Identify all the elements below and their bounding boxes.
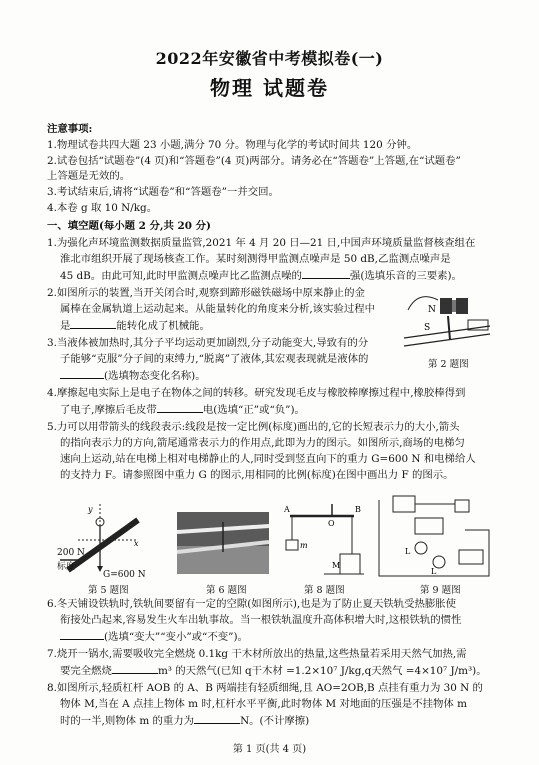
- answer-blank-q8[interactable]: [194, 713, 240, 724]
- answer-blank-q7[interactable]: [112, 663, 158, 674]
- figure-5-caption: 第 5 题图: [88, 585, 129, 596]
- figure-9-diagram: [375, 490, 495, 580]
- q6-line-2: 衔接处凸起来,容易发生火车出轨事故。当一根铁轨温度升高体积增大时,这根铁轨的惯性: [60, 614, 462, 626]
- section-heading: 一、填空题(每小题 2 分,共 20 分): [47, 220, 211, 232]
- answer-blank-q2[interactable]: [70, 318, 116, 329]
- q6-line-1: 6.冬天铺设铁轨时,铁轨间要留有一定的空隙(如图所示),也是为了防止夏天铁轨受热膨胀使: [47, 598, 457, 610]
- q4-line-2: 了电子,摩擦后毛皮带 电(选填“正”或“负”)。: [60, 404, 305, 416]
- q6-line-3: (选填“变大”“变小”或“不变”)。: [60, 629, 248, 644]
- fig5-scale-label: 标度: [57, 562, 76, 572]
- switch-icon: [459, 550, 483, 564]
- battery-icon: [393, 496, 415, 512]
- q1-line-2: 淮北市组织开展了现场核查工作。某时刻测得甲监测点噪声是 50 dB,乙监测点噪声是: [60, 253, 451, 265]
- figure-2-caption: 第 2 题图: [428, 359, 469, 370]
- q7-line-1: 7.烧开一锅水,需要吸收完全燃烧 0.1kg 干木材所放出的热量,这些热量若采用天然气加热,需: [47, 648, 467, 660]
- page-footer: 第 1 页(共 4 页): [232, 744, 307, 755]
- figure-6-caption: 第 6 题图: [206, 585, 247, 596]
- q2-line-2: 属棒在金属轨道上运动起来。从能量转化的角度来分析,该实验过程中: [60, 303, 376, 315]
- fig2-label-s: S: [424, 323, 431, 333]
- note-2: 2.试卷包括“试题卷”(4 页)和“答题卷”(4 页)两部分。请务必在“答题卷”上答题,在“试题卷”: [47, 155, 461, 167]
- svg-text:L: L: [405, 547, 411, 556]
- svg-text:O: O: [328, 519, 335, 528]
- svg-text:y: y: [88, 505, 93, 514]
- meter-icon: [415, 518, 443, 534]
- q1-line-3: 45 dB。由此可知,此时甲监测点噪声比乙监测点噪的 强(选填乐音的三要素)。: [60, 270, 462, 282]
- answer-blank-q4[interactable]: [157, 402, 203, 413]
- q8-line-1: 8.如图所示,轻质杠杆 AOB 的 A、B 两端挂有轻质细绳,且 AO=2OB,B 点挂有重力为 30 N 的: [47, 682, 483, 694]
- note-3: 3.考试结束后,请将“试题卷”和“答题卷”一并交回。: [47, 186, 279, 198]
- svg-text:A: A: [284, 505, 290, 514]
- note-2-cont: 上答题是无效的。: [47, 170, 131, 182]
- figure-8-caption: 第 8 题图: [304, 585, 345, 596]
- svg-text:x: x: [134, 539, 139, 548]
- figure-9-caption: 第 9 题图: [420, 585, 461, 596]
- q2-line-3: 是 能转化成了机械能。: [60, 320, 210, 332]
- svg-text:B: B: [355, 505, 361, 514]
- svg-text:M: M: [332, 561, 341, 570]
- q5-line-3: 速向上运动,站在电梯上相对电梯静止的人,同时受到竖直向下的重力 G=600 N 和电梯给人: [60, 453, 476, 465]
- fig2-label-n: N: [428, 305, 436, 315]
- figure-8-diagram: [284, 504, 364, 580]
- notes-heading: 注意事项:: [47, 123, 93, 135]
- escalator-shape: [68, 520, 138, 570]
- exam-subtitle: 物理 试题卷: [210, 76, 329, 100]
- note-4: 4.本卷 g 取 10 N/kg。: [47, 202, 158, 214]
- answer-blank-q1[interactable]: [302, 268, 350, 279]
- q8-line-3: 时的一半,则物体 m 的重力为 N。(不计摩擦): [60, 715, 310, 727]
- figure-2-diagram: [398, 290, 498, 352]
- q3-line-3: (选填物态变化名称)。: [60, 368, 206, 383]
- q5-line-4: 的支持力 F。请参照图中重力 G 的图示,用相同的比例(标度)在图中画出力 F 的图示。: [60, 469, 454, 481]
- block-m-shape: [340, 554, 360, 574]
- horseshoe-magnet-icon: [440, 298, 452, 314]
- exam-title: 2022年安徽省中考模拟卷(一): [155, 49, 384, 68]
- figure-6-photo: [177, 512, 269, 574]
- q3-line-2: 子能够“克服”分子间的束缚力,“脱离”了液体,其宏观表现就是液体的: [60, 353, 369, 365]
- answer-blank-q3[interactable]: [60, 368, 104, 379]
- bulb-icon: [415, 542, 427, 554]
- q4-line-1: 4.摩擦起电实际上是电子在物体之间的转移。研究发现毛皮与橡胶棒摩擦过程中,橡胶棒得到: [47, 387, 466, 399]
- q5-line-1: 5.力可以用带箭头的线段表示:线段是按一定比例(标度)画出的,它的长短表示力的大小,箭头: [47, 421, 460, 433]
- q1-line-1: 1.为强化声环境监测数据质量监管,2021 年 4 月 20 日—21 日,中国声环境质量监督核查组在: [47, 237, 476, 249]
- q3-line-1: 3.当液体被加热时,其分子平均运动更加剧烈,分子动能变大,导致有的分: [47, 337, 369, 349]
- q2-line-1: 2.如图所示的装置,当开关闭合时,观察到蹄形磁铁磁场中原来静止的金: [47, 287, 365, 299]
- svg-text:m: m: [300, 541, 308, 550]
- answer-blank-q6[interactable]: [60, 629, 104, 640]
- svg-text:L: L: [431, 567, 437, 576]
- fig5-force-label: G=600 N: [103, 570, 146, 580]
- note-1: 1.物理试卷共四大题 23 小题,满分 70 分。物理与化学的考试时间共 120 分钟。: [47, 139, 418, 151]
- q7-line-2: 要完全燃烧 m³ 的天然气(已知 q干木材 =1.2×10⁷ J/kg,q天然气 =4×10⁷ J/m³)。: [60, 665, 487, 677]
- q8-line-2: 物体 M,当在 A 点挂上物体 m 时,杠杆水平平衡,此时物体 M 对地面的压强是不挂物体 m: [60, 698, 467, 710]
- q5-line-2: 的指向表示力的方向,箭尾通常表示力的作用点,此即为力的图示。如图所示,商场的电梯匀: [60, 437, 465, 449]
- fig5-scale-value: 200 N: [57, 548, 85, 558]
